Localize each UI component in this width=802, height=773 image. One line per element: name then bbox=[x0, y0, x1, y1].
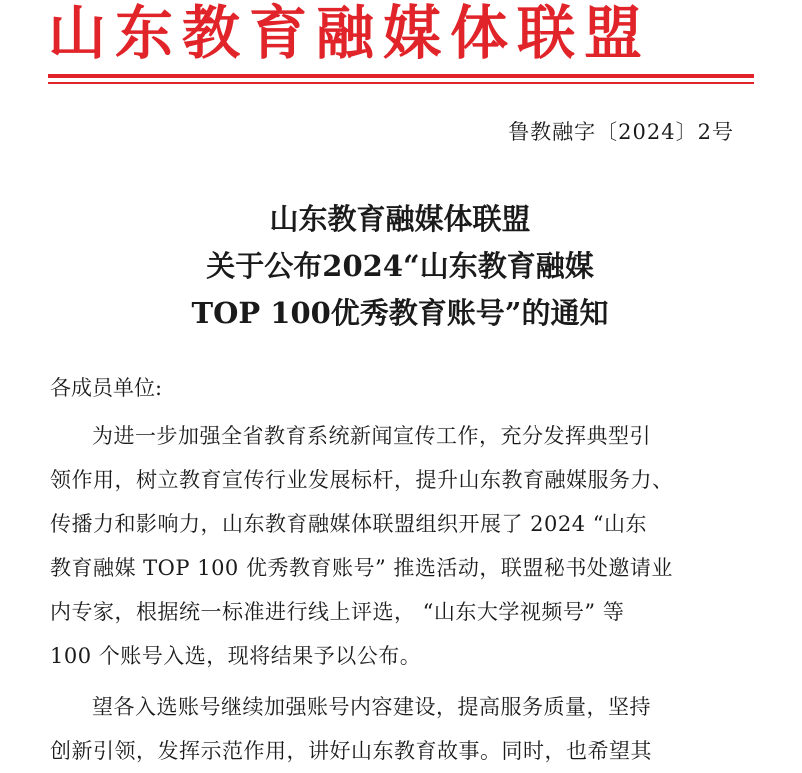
paragraph-line: 100 个账号入选，现将结果予以公布。 bbox=[50, 644, 422, 668]
paragraph-line: 为进一步加强全省教育系统新闻宣传工作，充分发挥典型引 bbox=[92, 424, 651, 448]
title-line: 山东教育融媒体联盟 bbox=[269, 202, 531, 236]
paragraph-line: 传播力和影响力，山东教育融媒体联盟组织开展了 2024 “山东 bbox=[50, 512, 648, 536]
title-line: TOP 100优秀教育账号”的通知 bbox=[191, 296, 609, 330]
paragraph-line: 内专家，根据统一标准进行线上评选， “山东大学视频号” 等 bbox=[50, 600, 625, 624]
letterhead-title: 山东教育融媒体联盟 bbox=[48, 0, 652, 67]
paragraph-line: 望各入选账号继续加强账号内容建设，提高服务质量，坚持 bbox=[92, 695, 651, 719]
body-paragraph bbox=[50, 414, 752, 678]
notice-title bbox=[60, 196, 740, 337]
salutation: 各成员单位: bbox=[50, 376, 163, 400]
letterhead-rule-thick bbox=[48, 74, 754, 78]
letterhead-rule-thin bbox=[48, 82, 754, 84]
paragraph-line: 领作用，树立教育宣传行业发展标杆，提升山东教育融媒服务力、 bbox=[50, 468, 674, 492]
paragraph-line: 教育融媒 TOP 100 优秀教育账号” 推选活动，联盟秘书处邀请业 bbox=[50, 556, 673, 580]
document-number: 鲁教融字〔2024〕2号 bbox=[508, 120, 734, 144]
body-paragraph bbox=[50, 685, 752, 773]
title-line: 关于公布2024“山东教育融媒 bbox=[206, 249, 594, 283]
paragraph-line: 创新引领，发挥示范作用，讲好山东教育故事。同时，也希望其 bbox=[50, 739, 652, 763]
